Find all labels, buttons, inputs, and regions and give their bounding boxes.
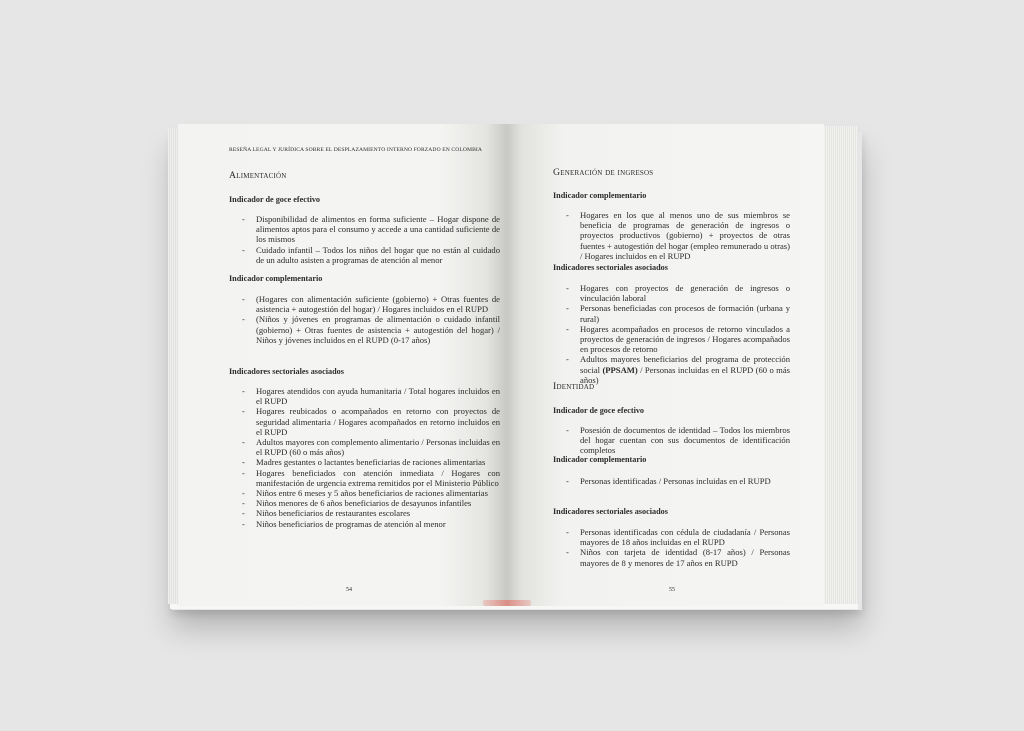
list-item: - Posesión de documentos de identidad – Todos los miembros del hogar cuentan con sus documentos de identificación completos <box>566 425 790 456</box>
list-item: - Niños con tarjeta de identidad (8-17 años) / Personas mayores de 8 y menores de 17 años en RUPD <box>566 547 790 568</box>
list-sectoriales <box>242 386 500 529</box>
list-item: - Cuidado infantil – Todos los niños del hogar que no están al cuidado de un adulto asisten a programas de atención al menor <box>242 244 500 265</box>
list-goce-efectivo <box>242 214 500 265</box>
list-item: - Hogares beneficiados con atención inmediata / Hogares con manifestación de urgencia extrema remitidos por el Ministerio Público <box>242 467 500 488</box>
list-goce-efectivo-identidad <box>566 425 790 456</box>
list-item: - Niños entre 6 meses y 5 años beneficiarios de raciones alimentarias <box>242 488 488 499</box>
heading-goce-efectivo: Indicador de goce efectivo <box>229 195 321 204</box>
list-item: - (Niños y jóvenes en programas de alimentación o cuidado infantil (gobierno) + Otras fuentes de asistencia + autogestión del hogar) / Niños y jóvenes incluidos en el RUPD (0-17 años) <box>242 314 500 345</box>
heading-complementario-ingresos: Indicador complementario <box>553 191 647 200</box>
heading-sectoriales-ingresos: Indicadores sectoriales asociados <box>553 263 668 272</box>
list-item: - Adultos mayores beneficiarios del programa de protección social (PPSAM) / Personas incluidas en el RUPD (60 o más años) <box>566 354 790 385</box>
page-number-right: 55 <box>669 587 675 593</box>
heading-complementario-identidad: Indicador complementario <box>553 455 647 464</box>
list-item: - Hogares acompañados en procesos de retorno vinculados a proyectos de generación de ingresos / Hogares acompañados en procesos de retorno <box>566 323 790 355</box>
list-complementario-identidad <box>566 476 790 486</box>
list-item: - Personas identificadas con cédula de ciudadanía / Personas mayores de 18 años incluidas en el RUPD <box>566 527 790 548</box>
list-item: - Madres gestantes o lactantes beneficiarias de raciones alimentarias <box>242 457 486 468</box>
list-complementario-ingresos <box>566 210 790 261</box>
list-sectoriales-identidad <box>566 527 790 568</box>
list-item: - Hogares reubicados o acompañados en retorno con proyectos de seguridad alimentaria / Hogares acompañados en retorno incluidos en el RUPD <box>242 406 500 437</box>
list-item: - Disponibilidad de alimentos en forma suficiente – Hogar dispone de alimentos aptos para el consumo y accede a una cantidad suficiente de los mismos <box>242 214 500 245</box>
list-item: - Hogares con proyectos de generación de ingresos o vinculación laboral <box>566 283 790 304</box>
list-complementario <box>242 294 500 345</box>
page-edges-right <box>820 126 858 604</box>
heading-sectoriales-identidad: Indicadores sectoriales asociados <box>553 507 668 516</box>
list-sectoriales-ingresos <box>566 283 790 385</box>
list-item: - Hogares en los que al menos uno de sus miembros se beneficia de programas de generación de ingresos o proyectos productivos (gobierno) + proyectos de otras fuentes + autogestión del hogar (empleo remunerado u otras) / Hogares incluidos en el RUPD <box>566 210 790 261</box>
section-title-alimentacion: Alimentación <box>229 170 287 181</box>
list-item: - Niños beneficiarios de restaurantes escolares <box>242 508 411 519</box>
running-head: RESEÑA LEGAL Y JURÍDICA SOBRE EL DESPLAZAMIENTO INTERNO FORZADO EN COLOMBIA <box>229 147 482 153</box>
list-item: - Personas beneficiadas con procesos de formación (urbana y rural) <box>566 303 790 324</box>
section-title-identidad: Identidad <box>553 381 595 392</box>
heading-sectoriales: Indicadores sectoriales asociados <box>229 367 344 376</box>
list-item: - Niños beneficiarios de programas de atención al menor <box>242 518 446 529</box>
list-item: - (Hogares con alimentación suficiente (gobierno) + Otras fuentes de asistencia + autogestión del hogar) / Hogares incluidos en el RUPD <box>242 294 500 315</box>
list-item: - Hogares atendidos con ayuda humanitaria / Total hogares incluidos en el RUPD <box>242 386 500 407</box>
heading-goce-efectivo-identidad: Indicador de goce efectivo <box>553 406 645 415</box>
bookmark-ribbon <box>483 600 531 606</box>
list-item: - Personas identificadas / Personas incluidas en el RUPD <box>566 476 771 486</box>
page-number-left: 54 <box>346 587 352 593</box>
list-item: - Niños menores de 6 años beneficiarios de desayunos infantiles <box>242 498 472 509</box>
left-page <box>178 124 506 606</box>
heading-complementario: Indicador complementario <box>229 274 323 283</box>
list-item: - Adultos mayores con complemento alimentario / Personas incluidas en el RUPD (60 o más años) <box>242 437 500 458</box>
section-title-generacion-ingresos: Generación de ingresos <box>553 167 654 178</box>
